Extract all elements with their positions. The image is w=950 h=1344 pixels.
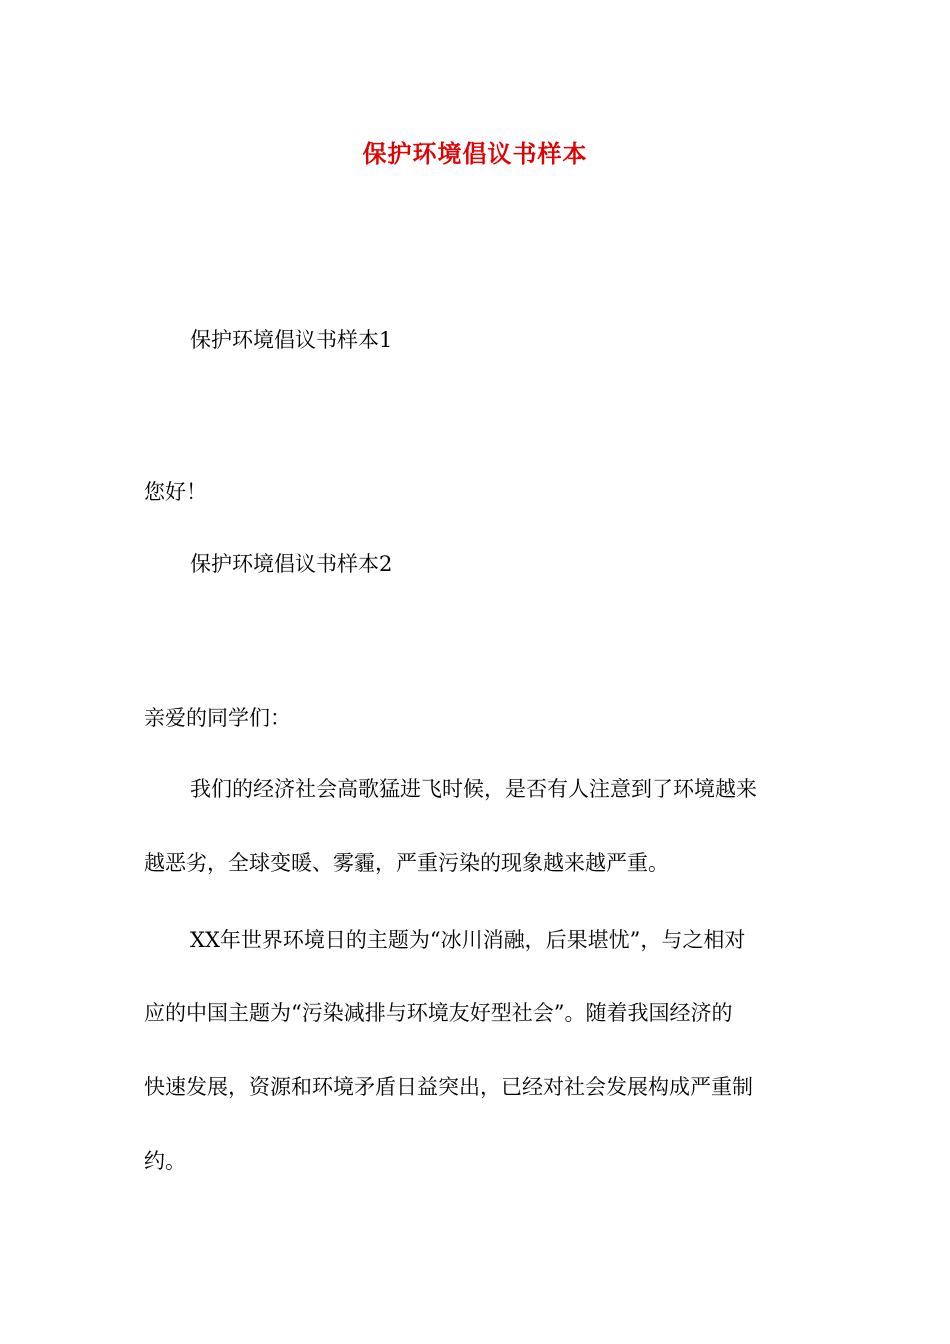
- paragraph-salutation: 亲爱的同学们：: [144, 706, 291, 730]
- paragraph-sample-2-heading: 保护环境倡议书样本2: [190, 552, 393, 576]
- paragraph-body-line-3: XX年世界环境日的主题为“冰川消融，后果堪忧”，与之相对: [190, 928, 746, 952]
- paragraph-body-line-1: 我们的经济社会高歌猛进飞时候，是否有人注意到了环境越来: [190, 777, 757, 801]
- paragraph-greeting: 您好！: [144, 480, 207, 504]
- paragraph-body-line-6: 约。: [144, 1149, 186, 1173]
- paragraph-body-line-2: 越恶劣，全球变暖、雾霾，严重污染的现象越来越严重。: [144, 851, 669, 875]
- paragraph-body-line-4: 应的中国主题为“污染减排与环境友好型社会”。随着我国经济的: [144, 1001, 733, 1025]
- paragraph-body-line-5: 快速发展，资源和环境矛盾日益突出，已经对社会发展构成严重制: [144, 1075, 753, 1099]
- paragraph-sample-1-heading: 保护环境倡议书样本1: [190, 328, 393, 352]
- document-title: 保护环境倡议书样本: [362, 140, 588, 168]
